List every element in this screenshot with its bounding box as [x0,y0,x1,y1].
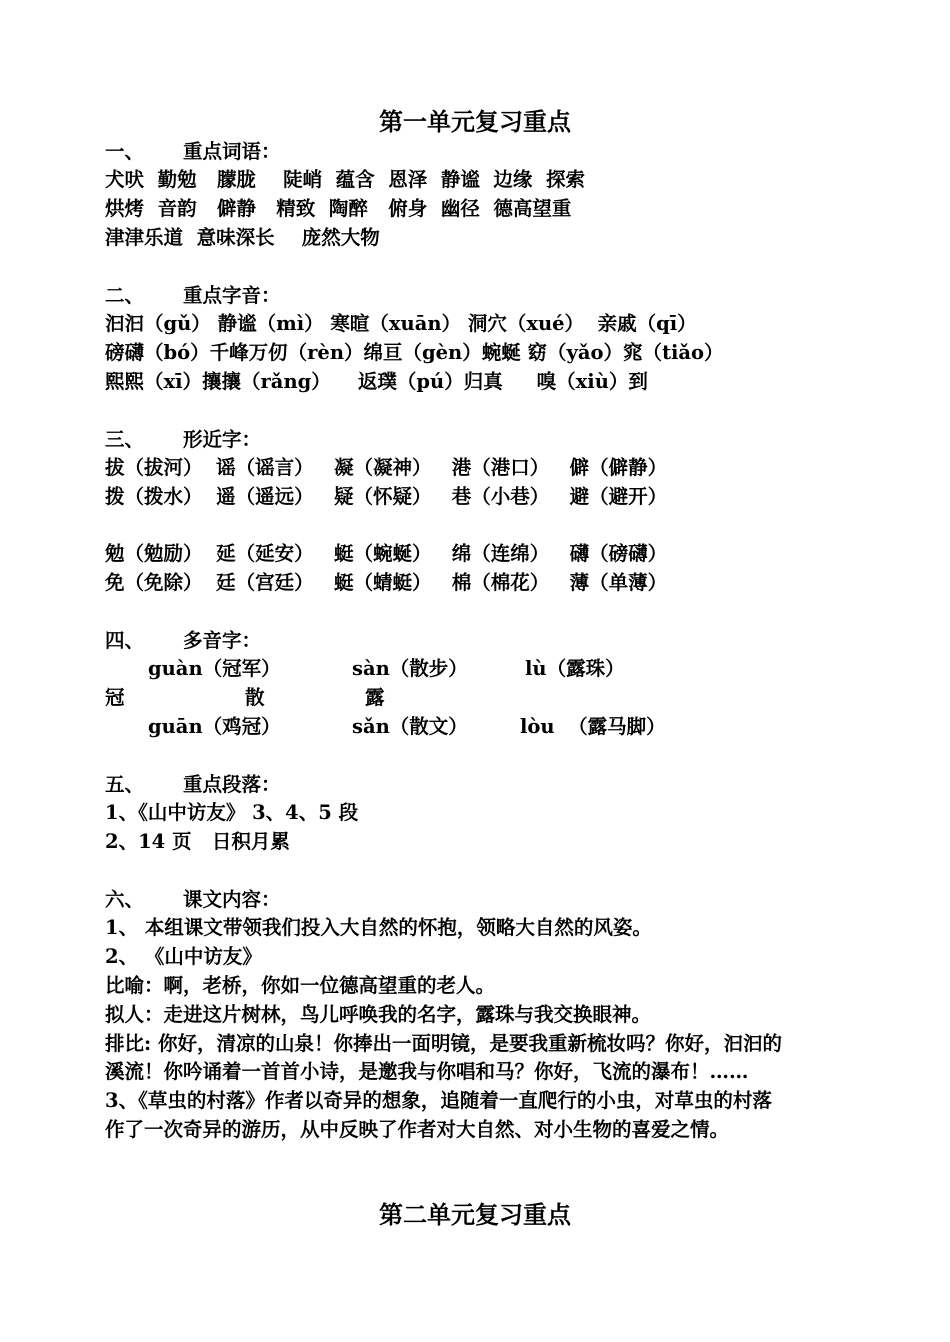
section3-heading [105,427,261,453]
section3-line-1: 拔（拔河） 谣（谣言） 凝（凝神） 港（港口） 僻（僻静） [105,456,668,479]
polyphone-guan-top: guàn（冠军） [148,657,281,680]
section6-number: 六、 [105,888,145,911]
section6-line-8: 作了一次奇异的游历，从中反映了作者对大自然、对小生物的喜爱之情。 [105,1118,730,1141]
polyphone-lu-bottom: lòu （露马脚） [520,715,666,738]
polyphone-san-bottom: sǎn（散文） [352,715,468,738]
section3-line-2: 拨（拨水） 遥（遥远） 疑（怀疑） 巷（小巷） 避（避开） [105,485,668,508]
section4-heading [105,628,261,654]
section3-label: 形近字： [183,428,262,451]
section2-line-2: 磅礴（bó）千峰万仞（rèn）绵亘（gèn）蜿蜒 窈（yǎo）窕（tiǎo） [105,341,724,364]
polyphone-san-top: sàn（散步） [352,657,468,680]
section6-heading [105,887,281,913]
section6-line-6: 溪流！你吟诵着一首首小诗，是邀我与你唱和马？你好，飞流的瀑布！…… [105,1060,749,1083]
section2-number: 二、 [105,284,145,307]
section6-line-4: 拟人：走进这片树林，鸟儿呼唤我的名字，露珠与我交换眼神。 [105,1003,652,1026]
section5-label: 重点段落： [183,773,281,796]
section4-number: 四、 [105,629,145,652]
section6-line-7: 3、《草虫的村落》作者以奇异的想象，追随着一直爬行的小虫，对草虫的村落 [105,1089,772,1112]
section2-line-1: 汩汩（gǔ） 静谧（mì） 寒暄（xuān） 洞穴（xué） 亲戚（qī） [105,312,697,335]
section6-line-3: 比喻：啊，老桥，你如一位德高望重的老人。 [105,974,496,997]
section6-label: 课文内容： [183,888,281,911]
polyphone-lu-top: lù（露珠） [525,657,625,680]
section5-line-1: 1、《山中访友》 3、4、5 段 [105,801,359,824]
section2-label: 重点字音： [183,284,281,307]
section1-line-1: 犬吠 勤勉 朦胧 陡峭 蕴含 恩泽 静谧 边缘 探索 [105,168,585,191]
polyphone-char-guan: 冠 [105,686,125,709]
section5-number: 五、 [105,773,145,796]
section3-line-3: 勉（勉励） 延（延安） 蜓（蜿蜒） 绵（连绵） 礴（磅礴） [105,542,668,565]
section5-line-2: 2、14 页 日积月累 [105,830,290,853]
section1-label: 重点词语： [183,140,281,163]
polyphone-char-lu: 露 [365,686,385,709]
section6-line-5: 排比: 你好，清凉的山泉！你捧出一面明镜，是要我重新梳妆吗？你好，汩汩的 [105,1032,782,1055]
unit1-title: 第一单元复习重点 [379,107,571,136]
section2-line-3: 熙熙（xī）攘攘（rǎng） 返璞（pú）归真 嗅（xiù）到 [105,370,648,393]
section1-number: 一、 [105,140,145,163]
section6-line-1: 1、 本组课文带领我们投入大自然的怀抱，领略大自然的风姿。 [105,916,652,939]
polyphone-guan-bottom: guān（鸡冠） [148,715,281,738]
unit2-title: 第二单元复习重点 [379,1200,571,1229]
section3-line-4: 免（免除） 廷（宫廷） 蜓（蜻蜓） 棉（棉花） 薄（单薄） [105,571,668,594]
section1-line-3: 津津乐道 意味深长 庞然大物 [105,226,380,249]
section5-heading [105,772,281,798]
section3-number: 三、 [105,428,145,451]
section2-heading [105,283,281,309]
polyphone-char-san: 散 [245,686,265,709]
section1-heading [105,139,281,165]
section4-label: 多音字： [183,629,262,652]
section6-line-2: 2、 《山中访友》 [105,945,262,968]
section1-line-2: 烘烤 音韵 僻静 精致 陶醉 俯身 幽径 德高望重 [105,197,572,220]
